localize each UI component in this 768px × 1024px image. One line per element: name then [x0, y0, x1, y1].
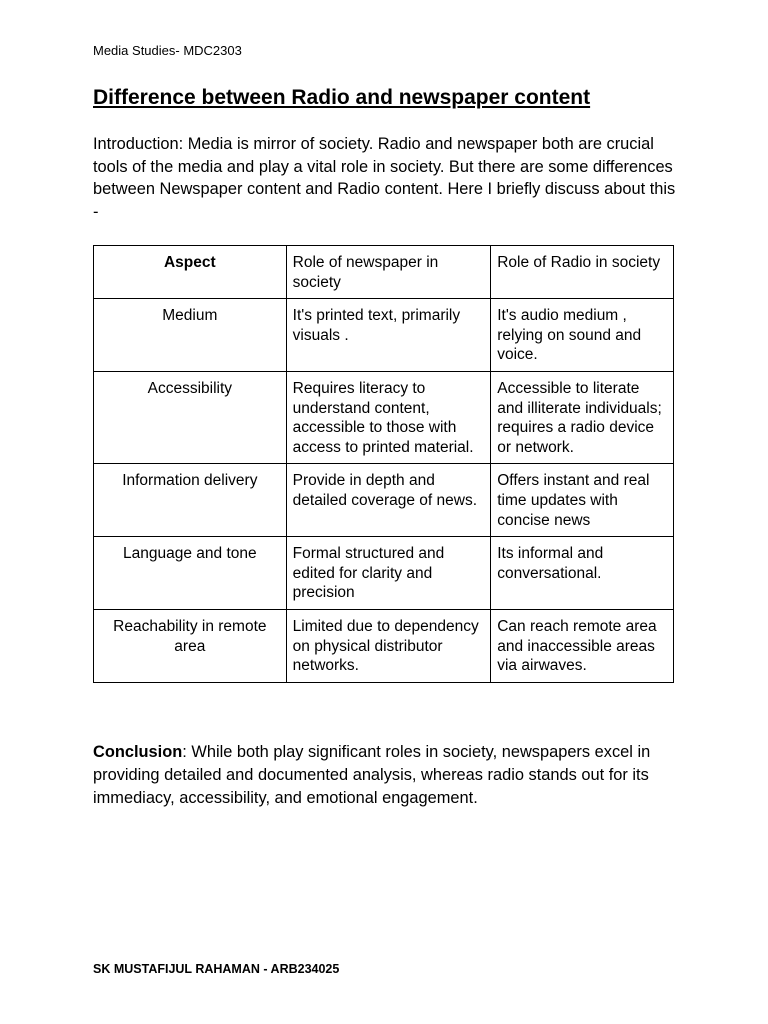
header-aspect: Aspect: [94, 246, 287, 299]
table-row: [94, 299, 674, 372]
introduction-paragraph: Introduction: Media is mirror of society. Radio and newspaper both are crucial tools of the media and play a vital role in society. But there are some differences between Newspaper content and Radio content. Here I briefly discuss about this -: [93, 135, 676, 221]
table-row: [94, 537, 674, 610]
radio-cell: Accessible to literate and illiterate individuals; requires a radio device or network.: [491, 371, 674, 463]
comparison-table: [93, 245, 674, 683]
radio-cell: Its informal and conversational.: [491, 537, 674, 610]
newspaper-cell: Formal structured and edited for clarity and precision: [286, 537, 491, 610]
aspect-cell: Accessibility: [94, 371, 287, 463]
newspaper-cell: Limited due to dependency on physical distributor networks.: [286, 609, 491, 682]
newspaper-cell: It's printed text, primarily visuals .: [286, 299, 491, 372]
table-header-row: [94, 246, 674, 299]
radio-cell: It's audio medium , relying on sound and voice.: [491, 299, 674, 372]
conclusion-text: : While both play significant roles in society, newspapers excel in providing detailed and documented analysis, whereas radio stands out for its immediacy, accessibility, and emotional engagement.: [93, 743, 651, 808]
table-row: [94, 371, 674, 463]
course-header: Media Studies- MDC2303: [93, 43, 242, 58]
page-title: Difference between Radio and newspaper content: [93, 86, 591, 109]
radio-cell: Can reach remote area and inaccessible areas via airwaves.: [491, 609, 674, 682]
conclusion-label: Conclusion: [93, 743, 183, 761]
newspaper-cell: Requires literacy to understand content, accessible to those with access to printed material.: [286, 371, 491, 463]
aspect-cell: Language and tone: [94, 537, 287, 610]
header-newspaper-role: Role of newspaper in society: [286, 246, 491, 299]
aspect-cell: Reachability in remote area: [94, 609, 287, 682]
table-row: [94, 464, 674, 537]
newspaper-cell: Provide in depth and detailed coverage of news.: [286, 464, 491, 537]
header-radio-role: Role of Radio in society: [491, 246, 674, 299]
aspect-cell: Information delivery: [94, 464, 287, 537]
aspect-cell: Medium: [94, 299, 287, 372]
conclusion-paragraph: [93, 741, 683, 811]
author-footer: SK MUSTAFIJUL RAHAMAN - ARB234025: [93, 962, 340, 976]
radio-cell: Offers instant and real time updates with concise news: [491, 464, 674, 537]
table-row: [94, 609, 674, 682]
